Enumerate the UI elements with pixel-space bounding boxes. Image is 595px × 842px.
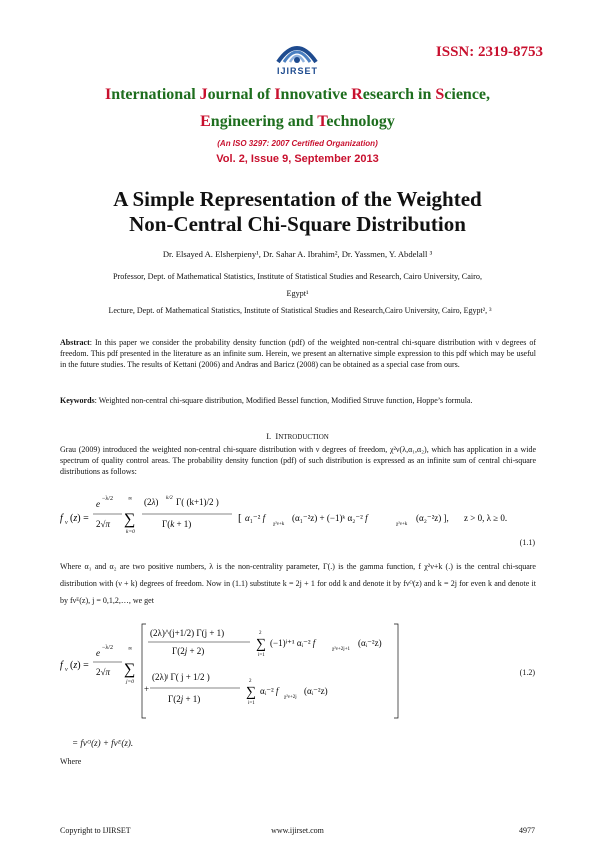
paper-title: [0, 187, 595, 237]
body-paragraph-1: Grau (2009) introduced the weighted non-central chi-square distribution with ν degrees of freedom, χ²ν(λ,α₁,α₂), which has application in a wide spectrum of quality control areas. The probability density function (pdf) of such distribution is expressed as an infinite sum of central chi-square distributions as follows:: [60, 445, 536, 476]
svg-text:k=0: k=0: [126, 529, 135, 535]
svg-text:∞: ∞: [128, 496, 133, 502]
journal-name-line1: International Journal of Innovative Research in Science,: [104, 86, 491, 103]
svg-text:2: 2: [249, 679, 252, 684]
svg-text:(αᵢ⁻²z): (αᵢ⁻²z): [358, 638, 382, 648]
svg-text:Γ(2j + 2): Γ(2j + 2): [172, 646, 205, 656]
section-heading: I. INTRODUCTION: [266, 431, 329, 441]
journal-logo-icon: [268, 28, 326, 88]
svg-text:ν: ν: [65, 520, 68, 526]
svg-text:2√π: 2√π: [96, 667, 110, 677]
authors: Dr. Elsayed A. Elsherpieny¹, Dr. Sahar A. Ibrahim², Dr. Yassmen, Y. Abdelall ³: [162, 249, 433, 259]
svg-text:(α₁⁻²z) + (−1)ᵏ α₂⁻² f: (α₁⁻²z) + (−1)ᵏ α₂⁻² f: [292, 513, 368, 523]
affiliation-1: Professor, Dept. of Mathematical Statistics, Institute of Statistical Studies and Research, Cairo University, Cairo, Egypt¹: [112, 272, 483, 298]
logo-text: IJIRSET: [276, 66, 318, 76]
svg-text:e: e: [96, 499, 100, 509]
equation-number-1-1: (1.1): [519, 538, 535, 547]
svg-text:i=1: i=1: [258, 653, 265, 658]
svg-text:∑: ∑: [246, 685, 256, 700]
svg-text:α₁⁻² f: α₁⁻² f: [245, 513, 266, 523]
equation-1-2-result: = fνᴼ(z) + fνᴱ(z).: [72, 738, 134, 748]
footer-url[interactable]: www.ijirset.com: [271, 826, 324, 835]
svg-text:(2λ): (2λ): [144, 497, 159, 507]
svg-text:−λ/2: −λ/2: [102, 645, 113, 651]
journal-name-line2: Engineering and Technology: [200, 113, 395, 130]
paper-title-line1: A Simple Representation of the Weighted: [113, 187, 482, 211]
equation-1-2: [60, 620, 536, 730]
abstract-text: : In this paper we consider the probability density function (pdf) of the weighted non-central chi-square distribution with ν degrees of freedom. This pdf presented in the literature as an infinite sum. Herein, we present an alternative simple expression to this pdf which may be useful in the future studies. The results of Kettani (2006) and Andras and Baricz (2008) can be obtained as a special case from ours.: [60, 338, 536, 369]
svg-text:2√π: 2√π: [96, 519, 110, 529]
svg-text:ν: ν: [65, 667, 68, 673]
paper-title-line2: Non-Central Chi-Square Distribution: [129, 212, 466, 236]
svg-text:−λ/2: −λ/2: [102, 496, 113, 502]
svg-text:z > 0, λ ≥ 0.: z > 0, λ ≥ 0.: [464, 513, 508, 523]
svg-text:(αᵢ⁻²z): (αᵢ⁻²z): [304, 686, 328, 696]
affiliation-2: Lecture, Dept. of Mathematical Statistics, Institute of Statistical Studies and Research,Cairo University, Cairo, Egypt², ³: [108, 306, 492, 315]
iso-certification: (An ISO 3297: 2007 Certified Organization): [217, 139, 378, 148]
svg-text:i=1: i=1: [248, 701, 255, 706]
footer-copyright: Copyright to IJIRSET: [60, 826, 131, 835]
svg-text:e: e: [96, 648, 100, 658]
footer-page-number: 4977: [519, 826, 535, 835]
svg-text:+: +: [144, 684, 150, 694]
keywords: [60, 396, 536, 407]
issn-label: ISSN: 2319-8753: [435, 44, 543, 60]
body-where: Where: [60, 757, 82, 766]
abstract: [60, 338, 536, 370]
svg-text:Γ(2j + 1): Γ(2j + 1): [168, 694, 201, 704]
svg-text:(2λ)^(j+1/2) Γ(j + 1): (2λ)^(j+1/2) Γ(j + 1): [150, 628, 225, 638]
svg-text:2: 2: [259, 631, 262, 636]
keywords-text: : Weighted non-central chi-square distribution, Modified Bessel function, Modified Struve function, Hoppe’s formula.: [94, 396, 473, 405]
svg-text:∑: ∑: [124, 511, 136, 528]
svg-text:χ²ν+2j: χ²ν+2j: [284, 695, 297, 700]
svg-text:(α₂⁻²z) ],: (α₂⁻²z) ],: [416, 513, 449, 523]
svg-text:(z) =: (z) =: [70, 513, 89, 524]
svg-text:αᵢ⁻² f: αᵢ⁻² f: [260, 686, 279, 696]
svg-text:Γ( (k+1)/2 ): Γ( (k+1)/2 ): [176, 497, 219, 507]
svg-text:(−1)ⁱ⁺¹ αᵢ⁻² f: (−1)ⁱ⁺¹ αᵢ⁻² f: [270, 638, 316, 648]
body-paragraph-2: Where α₁ and α₂ are two positive numbers, λ is the non-centrality parameter, Γ(.) is the gamma function, f χ²ν+k (.) is the central chi-square distribution with (ν + k) degrees of freedom. Now in (1.1) substitute k = 2j + 1 for odd k and denote it by fνᴼ(z) and k = 2j for even k and denote it by fνᴱ(z), j = 0,1,2,…, we get: [60, 562, 536, 605]
svg-text:∑: ∑: [256, 637, 266, 652]
svg-text:∑: ∑: [124, 661, 136, 678]
svg-text:Γ(k + 1): Γ(k + 1): [162, 519, 192, 529]
svg-text:χ²ν+2j+1: χ²ν+2j+1: [332, 647, 351, 652]
abstract-label: Abstract: [60, 338, 90, 347]
svg-text:k/2: k/2: [166, 495, 173, 501]
svg-text:f: f: [60, 513, 63, 524]
svg-text:χ²ν+k: χ²ν+k: [273, 522, 285, 527]
equation-number-1-2: (1.2): [519, 668, 535, 677]
svg-text:j=0: j=0: [126, 679, 134, 685]
keywords-label: Keywords: [60, 396, 95, 405]
svg-text:∞: ∞: [128, 646, 133, 652]
svg-text:f: f: [60, 660, 63, 671]
svg-text:[: [: [238, 512, 242, 524]
svg-text:(z) =: (z) =: [70, 660, 89, 671]
svg-text:(2λ)ʲ Γ( j + 1/2 ): (2λ)ʲ Γ( j + 1/2 ): [152, 672, 210, 682]
svg-text:χ²ν+k: χ²ν+k: [396, 522, 408, 527]
equation-1-1: [60, 485, 536, 547]
volume-issue: Vol. 2, Issue 9, September 2013: [216, 153, 379, 165]
